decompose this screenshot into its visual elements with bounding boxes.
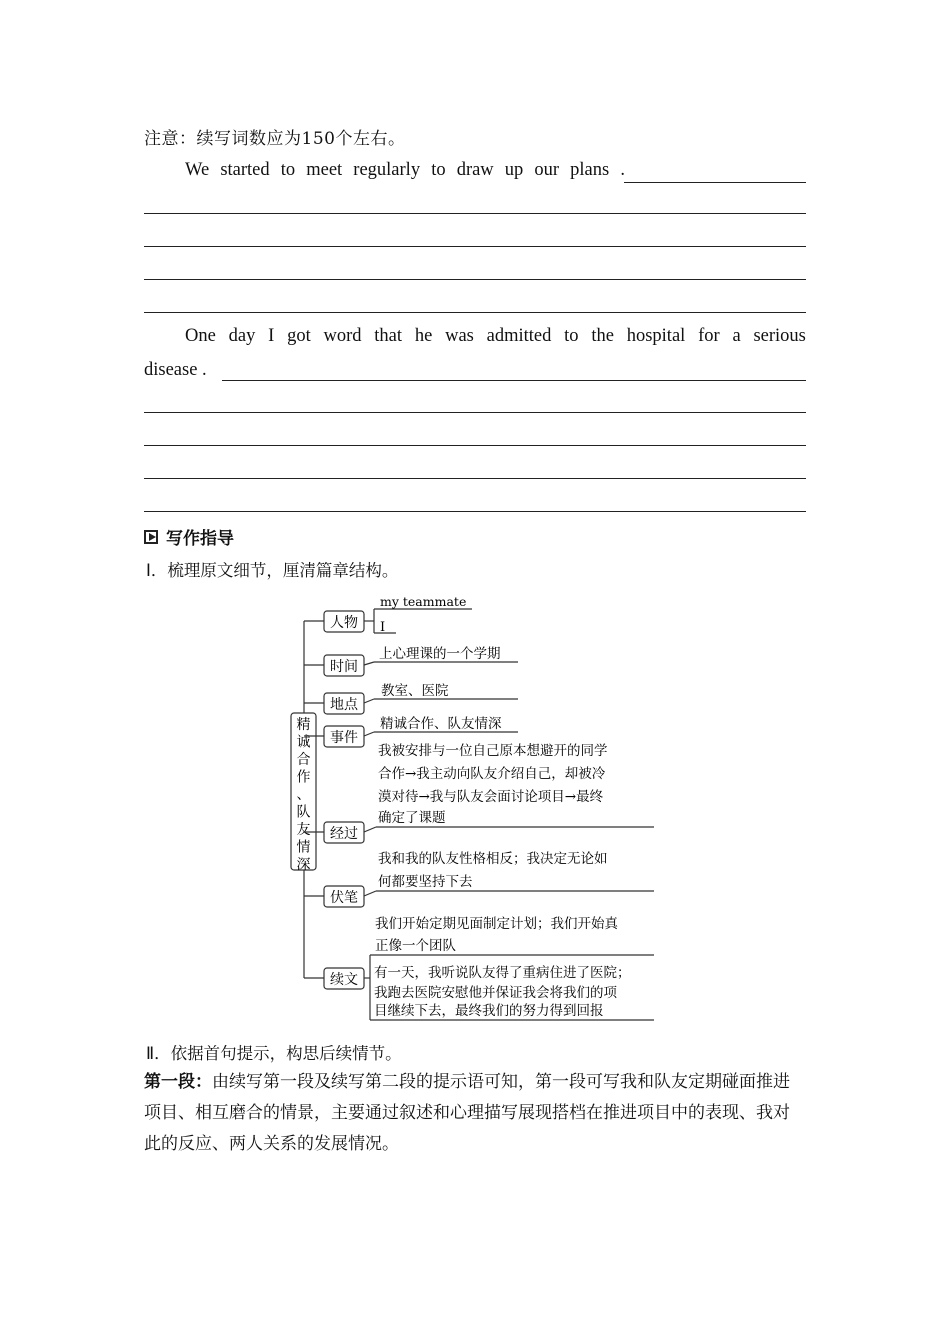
writing-guide-title: 写作指导 bbox=[166, 529, 234, 549]
continuation-line: 目继续下去，最终我们的努力得到回报 bbox=[374, 1003, 604, 1019]
prompt-word: regularly bbox=[353, 160, 421, 180]
branch-event-label: 事件 bbox=[330, 730, 358, 746]
prompt-word: that bbox=[374, 326, 403, 346]
prompt-word: a bbox=[732, 326, 741, 346]
continuation-line: 正像一个团队 bbox=[375, 938, 456, 954]
prompt-word: I bbox=[268, 326, 275, 346]
root-char: 诚 bbox=[296, 734, 311, 751]
people-item-teammate: my teammate bbox=[380, 594, 467, 609]
prompt-word: hospital bbox=[626, 326, 686, 346]
process-line: 合作→我主动向队友介绍自己，却被冷 bbox=[378, 766, 606, 782]
people-item-i: I bbox=[380, 620, 386, 635]
root-char: 队 bbox=[296, 804, 311, 821]
foreshadow-line: 我和我的队友性格相反；我决定无论如 bbox=[378, 851, 608, 867]
branch-people bbox=[324, 594, 472, 635]
branch-time-label: 时间 bbox=[330, 659, 358, 675]
prompt-word: meet bbox=[306, 160, 343, 180]
continuation-line: 有一天，我听说队友得了重病住进了医院； bbox=[374, 965, 631, 981]
branch-foreshadow-label: 伏笔 bbox=[330, 890, 358, 906]
prompt-word: to bbox=[280, 160, 296, 180]
process-line: 确定了课题 bbox=[378, 810, 446, 826]
prompt-word: he bbox=[414, 326, 433, 346]
prompt-word: One bbox=[185, 326, 216, 346]
root-char: 深 bbox=[296, 857, 311, 873]
place-text: 教室、医院 bbox=[381, 683, 449, 699]
branch-time bbox=[324, 646, 518, 676]
prompt-sentence-2-end: disease . bbox=[144, 360, 207, 380]
process-line: 我被安排与一位自己原本想避开的同学 bbox=[378, 743, 608, 759]
foreshadow-line: 何都要坚持下去 bbox=[378, 874, 473, 890]
root-char: 作 bbox=[296, 769, 311, 786]
prompt-word: day bbox=[228, 326, 256, 346]
step-2-title: Ⅱ．依据首句提示，构思后续情节。 bbox=[146, 1044, 402, 1063]
time-text: 上心理课的一个学期 bbox=[379, 646, 501, 662]
paragraph-1-label: 第一段： bbox=[144, 1072, 212, 1092]
prompt-word: serious bbox=[753, 326, 806, 346]
prompt-word: got bbox=[287, 326, 311, 346]
prompt-word: our bbox=[534, 160, 560, 180]
root-char: 合 bbox=[296, 752, 311, 768]
root-char: 情 bbox=[296, 839, 311, 856]
prompt-word: to bbox=[564, 326, 579, 346]
prompt-word: draw bbox=[456, 160, 494, 180]
prompt-word: up bbox=[504, 160, 524, 180]
paragraph-1-text: 由续写第一段及续写第二段的提示语可知，第一段可写我和队友定期碰面推进项目、相互磨合的情景，主要通过叙述和心理描写展现搭档在推进项目中的表现、我对此的反应、两人关系的发展情况。 bbox=[144, 1072, 790, 1154]
branch-continuation-label: 续文 bbox=[330, 972, 358, 988]
branch-process-label: 经过 bbox=[330, 826, 358, 842]
prompt-word: word bbox=[323, 326, 362, 346]
branch-place bbox=[324, 682, 518, 714]
branch-place-label: 地点 bbox=[330, 697, 358, 713]
process-line: 漠对待→我与队友会面讨论项目→最终 bbox=[378, 789, 604, 805]
prompt-word: admitted bbox=[486, 326, 552, 346]
continuation-line: 我跑去医院安慰他并保证我会将我们的项 bbox=[374, 985, 617, 1001]
branch-foreshadow bbox=[324, 850, 654, 907]
prompt-word: was bbox=[445, 326, 474, 346]
prompt-word: We bbox=[185, 160, 210, 180]
paragraph-1-guidance bbox=[144, 1067, 806, 1160]
prompt-word: started bbox=[220, 160, 270, 180]
prompt-word: to bbox=[431, 160, 446, 180]
continuation-line: 我们开始定期见面制定计划；我们开始真 bbox=[375, 916, 618, 932]
prompt-word: for bbox=[698, 326, 720, 346]
root-char: 精 bbox=[296, 717, 311, 733]
branch-people-label: 人物 bbox=[330, 615, 358, 631]
prompt-word: plans bbox=[570, 160, 610, 180]
word-count-note: 注意：续写词数应为150个左右。 bbox=[144, 129, 406, 149]
branch-continuation bbox=[324, 915, 654, 1020]
root-char: 、 bbox=[296, 787, 311, 803]
root-char: 友 bbox=[296, 822, 311, 838]
branch-process bbox=[324, 742, 654, 843]
event-text: 精诚合作、队友情深 bbox=[380, 716, 502, 732]
prompt-word: the bbox=[591, 326, 614, 346]
prompt-word: . bbox=[620, 160, 625, 180]
mind-map-root-text bbox=[297, 716, 311, 873]
step-1-title: Ⅰ．梳理原文细节，厘清篇章结构。 bbox=[146, 561, 399, 580]
